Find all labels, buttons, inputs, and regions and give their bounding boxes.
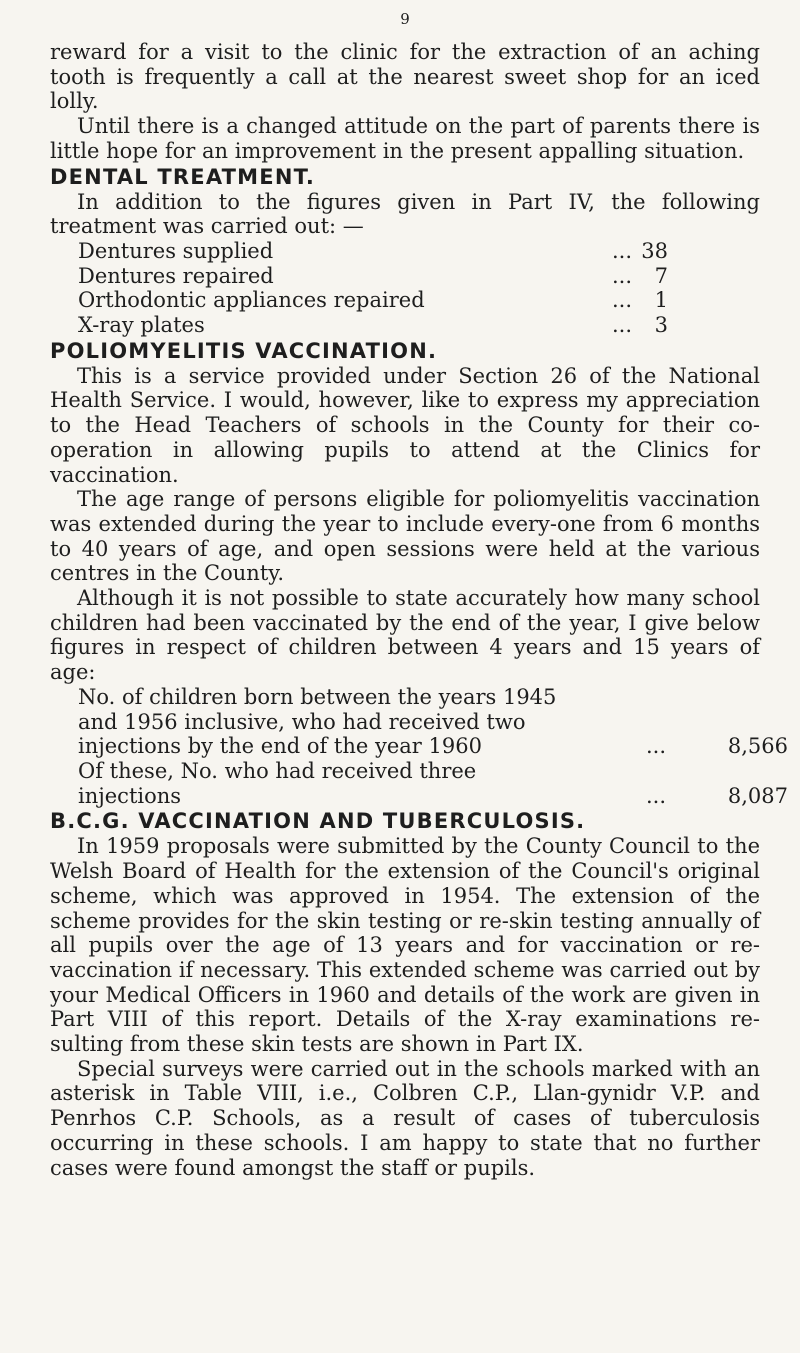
stat-label-line: No. of children born between the years 1945 xyxy=(78,684,557,709)
polio-paragraph-1: This is a service provided under Section 26 of the National Health Service. I would, however, like to express my appreciation to the Head Teachers of schools in the County for their co-operation in allowing pupils to attend at the Clinics for vaccination. xyxy=(50,363,760,487)
stat-value: 8,087 xyxy=(727,783,788,808)
item-value: 3 xyxy=(654,313,668,338)
polio-paragraph-3: Although it is not possible to state accurately how many school children had been vaccinated by the end of the year, I give below figures in respect of children between 4 years and 15 years of age: xyxy=(50,586,760,685)
stat-label-line: injections xyxy=(78,783,182,808)
leader-dots: ... xyxy=(646,734,667,759)
dental-heading: DENTAL TREATMENT. xyxy=(50,164,316,189)
bcg-paragraph-1: In 1959 proposals were submitted by the County Council to the Welsh Board of Health for the extension of the Council's original scheme, which was approved in 1954. The extension of the scheme provides for the skin testing or re-skin testing annually of all pupils over the age of 13 years and for vaccination or re-vaccination if necessary. This extended scheme was carried out by your Medical Officers in 1960 and details of the work are given in Part VIII of this report. Details of the X-ray examinations re-sulting from these skin tests are shown in Part IX. xyxy=(50,834,760,1057)
list-item xyxy=(78,313,683,338)
stat-label-line: Of these, No. who had received three xyxy=(78,758,477,783)
item-label: Orthodontic appliances repaired xyxy=(78,288,425,313)
bcg-paragraph-2: Special surveys were carried out in the schools marked with an asterisk in Table VIII, i.e., Colbren C.P., Llan-gynidr V.P. and Penrhos C.P. Schools, as a result of cases of tuberculosis occurring in these schools. I am happy to state that no further cases were found amongst the staff or pupils. xyxy=(50,1056,760,1180)
intro-paragraph-1: reward for a visit to the clinic for the extraction of an aching tooth is frequently a call at the nearest sweet shop for an iced lolly. xyxy=(50,40,760,114)
item-label: Dentures repaired xyxy=(78,263,274,288)
leader-dots: ... xyxy=(611,288,632,313)
leader-dots: ... xyxy=(646,783,667,808)
list-item xyxy=(78,264,683,289)
polio-stats-list xyxy=(50,685,788,809)
item-value: 7 xyxy=(654,263,668,288)
polio-paragraph-2: The age range of persons eligible for poliomyelitis vaccination was extended during the year to include every-one from 6 months to 40 years of age, and open sessions were held at the various centres in the County. xyxy=(50,487,760,586)
dental-intro: In addition to the figures given in Part IV, the following treatment was carried out: — xyxy=(50,189,760,239)
leader-dots: ... xyxy=(611,313,632,338)
item-label: Dentures supplied xyxy=(78,238,274,263)
stat-label-line: injections by the end of the year 1960 xyxy=(78,734,482,759)
stat-label-line: and 1956 inclusive, who had received two xyxy=(78,709,526,734)
intro-paragraph-2: Until there is a changed attitude on the part of parents there is little hope for an improvement in the present appalling situation. xyxy=(50,114,760,163)
dental-treatment-list xyxy=(50,239,683,338)
list-item xyxy=(78,759,788,808)
polio-heading: POLIOMYELITIS VACCINATION. xyxy=(50,338,438,363)
stat-value: 8,566 xyxy=(727,734,788,759)
leader-dots: ... xyxy=(611,238,632,263)
page-number: 9 xyxy=(400,10,410,28)
list-item xyxy=(78,685,788,759)
list-item xyxy=(78,288,683,313)
item-value: 38 xyxy=(641,238,668,263)
bcg-heading: B.C.G. VACCINATION AND TUBERCULOSIS. xyxy=(50,809,586,834)
leader-dots: ... xyxy=(611,263,632,288)
item-value: 1 xyxy=(654,288,668,313)
list-item xyxy=(78,239,683,264)
item-label: X-ray plates xyxy=(78,313,205,338)
